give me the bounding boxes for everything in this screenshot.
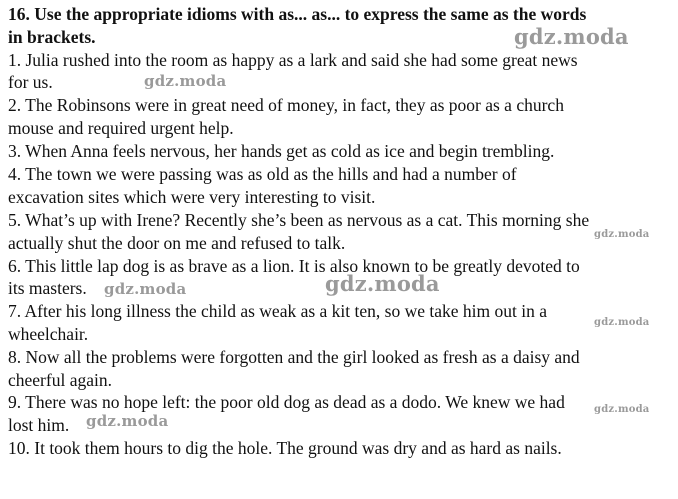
exercise-text-line: excavation sites which were very interesting to visit. <box>8 187 376 207</box>
watermark: gdz.moda <box>86 412 169 430</box>
exercise-text-line: cheerful again. <box>8 370 112 390</box>
exercise-text-line: 9. There was no hope left: the poor old dog as dead as a dodo. We knew we had <box>8 392 565 412</box>
exercise-text-line: 5. What’s up with Irene? Recently she’s been as nervous as a cat. This morning she <box>8 210 590 230</box>
watermark: gdz.moda <box>594 404 650 415</box>
exercise-text-line: its masters. <box>8 278 87 298</box>
exercise-text-line: 4. The town we were passing was as old as the hills and had a number of <box>8 164 517 184</box>
exercise-heading-line-1: 16. Use the appropriate idioms with as... as... to express the same as the words <box>8 4 587 24</box>
watermark: gdz.moda <box>104 280 187 298</box>
watermark: gdz.moda <box>514 24 629 49</box>
exercise-text-line: 7. After his long illness the child as weak as a kit ten, so we take him out in a <box>8 301 547 321</box>
watermark: gdz.moda <box>594 229 650 240</box>
exercise-text-line: 1. Julia rushed into the room as happy as a lark and said she had some great news <box>8 50 578 70</box>
exercise-text-line: 6. This little lap dog is as brave as a lion. It is also known to be greatly devoted to <box>8 256 580 276</box>
watermark: gdz.moda <box>594 317 650 328</box>
exercise-text-line: 2. The Robinsons were in great need of money, in fact, they as poor as a church <box>8 95 564 115</box>
watermark: gdz.moda <box>325 271 440 296</box>
exercise-text-line: 3. When Anna feels nervous, her hands get as cold as ice and begin trembling. <box>8 141 555 161</box>
exercise-text-line: wheelchair. <box>8 324 89 344</box>
watermark: gdz.moda <box>144 72 227 90</box>
exercise-text-line: mouse and required urgent help. <box>8 118 234 138</box>
exercise-text-line: 8. Now all the problems were forgotten and the girl looked as fresh as a daisy and <box>8 347 580 367</box>
exercise-heading-line-2: in brackets. <box>8 27 96 47</box>
exercise-text-line: actually shut the door on me and refused to talk. <box>8 233 346 253</box>
exercise-text-line: for us. <box>8 72 53 92</box>
exercise-text-line: 10. It took them hours to dig the hole. The ground was dry and as hard as nails. <box>8 438 562 458</box>
exercise-text-line: lost him. <box>8 415 70 435</box>
